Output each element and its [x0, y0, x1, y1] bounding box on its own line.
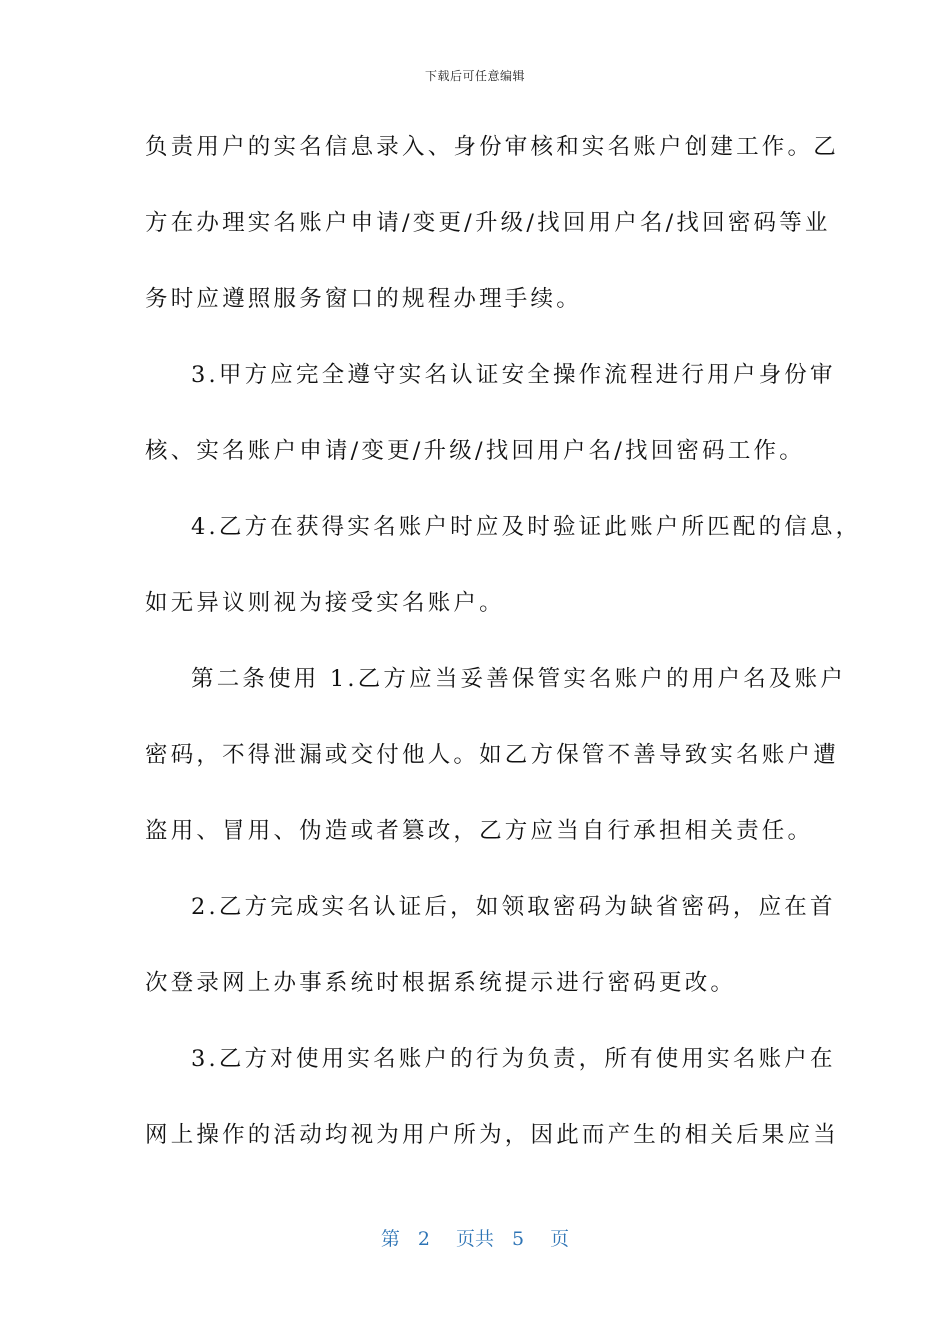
text-line: 密码，不得泄漏或交付他人。如乙方保管不善导致实名账户遭 [145, 742, 839, 768]
text-line: 负责用户的实名信息录入、身份审核和实名账户创建工作。乙 [145, 134, 839, 160]
text-line: 次登录网上办事系统时根据系统提示进行密码更改。 [145, 970, 737, 996]
text-line: 3.乙方对使用实名账户的行为负责，所有使用实名账户在 [191, 1046, 836, 1072]
text-line: 方在办理实名账户申请/变更/升级/找回用户名/找回密码等业 [145, 210, 831, 236]
page-total: 5 [512, 1228, 525, 1250]
text-line: 第二条使用 1.乙方应当妥善保管实名账户的用户名及账户 [191, 666, 847, 692]
document-body [145, 124, 862, 1188]
page-label-suffix: 页 [550, 1228, 570, 1250]
text-line: 如无异议则视为接受实名账户。 [145, 590, 505, 616]
text-line: 3.甲方应完全遵守实名认证安全操作流程进行用户身份审 [191, 362, 836, 388]
page-current: 2 [417, 1228, 430, 1250]
page-label-prefix: 第 [380, 1228, 400, 1250]
text-line: 2.乙方完成实名认证后，如领取密码为缺省密码，应在首 [191, 894, 836, 920]
text-line: 务时应遵照服务窗口的规程办理手续。 [145, 286, 582, 312]
text-line: 4.乙方在获得实名账户时应及时验证此账户所匹配的信息， [191, 514, 862, 540]
text-line: 盗用、冒用、伪造或者篡改，乙方应当自行承担相关责任。 [145, 818, 814, 844]
page-label-mid: 页共 [455, 1228, 494, 1250]
text-line: 网上操作的活动均视为用户所为，因此而产生的相关后果应当 [145, 1122, 839, 1148]
page-header-note: 下载后可任意编辑 [424, 69, 525, 83]
page-footer [0, 1224, 950, 1251]
text-line: 核、实名账户申请/变更/升级/找回用户名/找回密码工作。 [145, 438, 805, 464]
